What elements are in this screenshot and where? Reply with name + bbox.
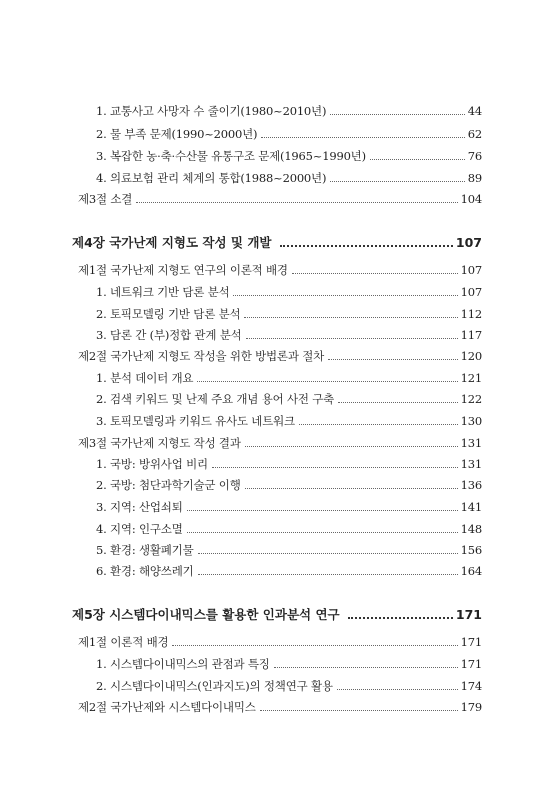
- toc-entry[interactable]: [78, 472, 482, 492]
- toc-entry-title: 제1절 국가난제 지형도 연구의 이론적 배경: [78, 263, 288, 277]
- toc-entry-title: 제2절 국가난제 지형도 작성을 위한 방법론과 절차: [78, 349, 325, 363]
- toc-entry-page: 174: [460, 679, 482, 693]
- toc-entry-title: 2. 토픽모델링 기반 담론 분석: [96, 307, 241, 321]
- toc-entry-title: 4. 의료보험 관리 체계의 통합(1988~2000년): [96, 171, 327, 185]
- toc-leader-dots: [261, 137, 464, 138]
- toc-entry-page: 121: [460, 371, 482, 385]
- toc-leader-dots: [187, 510, 458, 511]
- toc-entry[interactable]: [78, 673, 482, 693]
- toc-entry-title: 3. 토픽모델링과 키워드 유사도 네트워크: [96, 414, 295, 428]
- toc-entry-title: 제3절 소결: [78, 192, 133, 206]
- toc-entry-title: 1. 국방: 방위사업 비리: [96, 457, 208, 471]
- toc-entry-page: 171: [455, 607, 482, 622]
- toc-entry[interactable]: [78, 121, 482, 141]
- toc-entry-title: 2. 검색 키워드 및 난제 주요 개념 용어 사전 구축: [96, 392, 335, 406]
- toc-entry-page: 44: [467, 104, 482, 118]
- toc-entry-page: 179: [460, 700, 482, 714]
- toc-entry-page: 89: [467, 171, 482, 185]
- toc-section-entry[interactable]: [78, 629, 482, 649]
- toc-chapter-title: 제5장 시스템다이내믹스를 활용한 인과분석 연구: [72, 607, 340, 622]
- toc-entry[interactable]: [78, 143, 482, 163]
- toc-chapter-entry[interactable]: [72, 600, 482, 622]
- toc-leader-dots: [245, 446, 458, 447]
- toc-entry-page: 156: [460, 543, 482, 557]
- toc-entry[interactable]: [78, 408, 482, 428]
- toc-entry-title: 제1절 이론적 배경: [78, 635, 169, 649]
- toc-leader-dots: [330, 114, 465, 115]
- toc-chapter-title: 제4장 국가난제 지형도 작성 및 개발: [72, 235, 272, 250]
- toc-entry-page: 141: [460, 500, 482, 514]
- toc-entry-title: 2. 물 부족 문제(1990~2000년): [96, 127, 258, 141]
- toc-leader-dots: [187, 532, 458, 533]
- toc-entry-title: 1. 교통사고 사망자 수 줄이기(1980~2010년): [96, 104, 327, 118]
- toc-entry[interactable]: [78, 537, 482, 557]
- toc-leader-dots: [348, 617, 453, 619]
- toc-chapter-entry[interactable]: [72, 228, 482, 250]
- toc-entry-title: 3. 복잡한 농·축·수산물 유통구조 문제(1965~1990년): [96, 149, 366, 163]
- toc-entry[interactable]: [78, 322, 482, 342]
- toc-entry-page: 122: [460, 392, 482, 406]
- toc-entry-page: 107: [455, 235, 482, 250]
- toc-entry-page: 112: [460, 307, 482, 321]
- toc-section-entry[interactable]: [78, 257, 482, 277]
- toc-entry[interactable]: [78, 558, 482, 578]
- toc-entry[interactable]: [78, 386, 482, 406]
- toc-entry-title: 1. 네트워크 기반 담론 분석: [96, 285, 230, 299]
- toc-leader-dots: [172, 645, 457, 646]
- toc-entry[interactable]: [78, 451, 482, 471]
- toc-entry-page: 171: [460, 657, 482, 671]
- toc-leader-dots: [330, 181, 465, 182]
- toc-section-entry[interactable]: [78, 694, 482, 714]
- toc-leader-dots: [338, 402, 458, 403]
- toc-entry-page: 76: [467, 149, 482, 163]
- toc-entry-title: 2. 국방: 첨단과학기술군 이행: [96, 478, 241, 492]
- toc-entry-title: 3. 지역: 산업쇠퇴: [96, 500, 183, 514]
- toc-entry-page: 62: [467, 127, 482, 141]
- toc-entry-title: 제2절 국가난제와 시스템다이내믹스: [78, 700, 256, 714]
- toc-section-entry[interactable]: [78, 430, 482, 450]
- toc-entry[interactable]: [78, 651, 482, 671]
- toc-entry-page: 120: [460, 349, 482, 363]
- toc-leader-dots: [337, 689, 458, 690]
- toc-entry-page: 171: [460, 635, 482, 649]
- toc-entry[interactable]: [78, 494, 482, 514]
- toc-entry-title: 2. 시스템다이내믹스(인과지도)의 정책연구 활용: [96, 679, 333, 693]
- toc-entry-page: 164: [460, 564, 482, 578]
- toc-entry-page: 107: [460, 285, 482, 299]
- toc-leader-dots: [274, 667, 458, 668]
- toc-leader-dots: [246, 338, 458, 339]
- toc-entry[interactable]: [78, 301, 482, 321]
- toc-entry[interactable]: [78, 365, 482, 385]
- toc-entry-page: 131: [460, 457, 482, 471]
- toc-section-entry[interactable]: [78, 186, 482, 206]
- toc-entry[interactable]: [78, 279, 482, 299]
- toc-entry[interactable]: [78, 165, 482, 185]
- toc-leader-dots: [212, 467, 458, 468]
- toc-entry[interactable]: [78, 98, 482, 118]
- toc-section-entry[interactable]: [78, 343, 482, 363]
- toc-entry[interactable]: [78, 516, 482, 536]
- toc-leader-dots: [245, 488, 458, 489]
- toc-entry-page: 148: [460, 522, 482, 536]
- toc-leader-dots: [198, 553, 458, 554]
- toc-leader-dots: [280, 245, 453, 247]
- toc-leader-dots: [197, 381, 457, 382]
- toc-leader-dots: [292, 273, 458, 274]
- toc-leader-dots: [233, 295, 457, 296]
- toc-leader-dots: [136, 202, 457, 203]
- toc-entry-title: 6. 환경: 해양쓰레기: [96, 564, 194, 578]
- toc-entry-page: 136: [460, 478, 482, 492]
- toc-entry-title: 5. 환경: 생활폐기물: [96, 543, 194, 557]
- toc-entry-title: 제3절 국가난제 지형도 작성 결과: [78, 436, 241, 450]
- toc-entry-page: 131: [460, 436, 482, 450]
- toc-leader-dots: [299, 424, 458, 425]
- toc-entry-page: 117: [460, 328, 482, 342]
- toc-entry-title: 3. 담론 간 (부)정합 관계 분석: [96, 328, 242, 342]
- toc-leader-dots: [244, 317, 457, 318]
- toc-leader-dots: [260, 710, 458, 711]
- toc-entry-page: 104: [460, 192, 482, 206]
- toc-leader-dots: [328, 359, 458, 360]
- toc-entry-page: 130: [460, 414, 482, 428]
- toc-entry-title: 1. 시스템다이내믹스의 관점과 특징: [96, 657, 270, 671]
- toc-entry-title: 1. 분석 데이터 개요: [96, 371, 194, 385]
- toc-entry-page: 107: [460, 263, 482, 277]
- toc-leader-dots: [370, 159, 465, 160]
- toc-entry-title: 4. 지역: 인구소멸: [96, 522, 183, 536]
- toc-leader-dots: [198, 574, 458, 575]
